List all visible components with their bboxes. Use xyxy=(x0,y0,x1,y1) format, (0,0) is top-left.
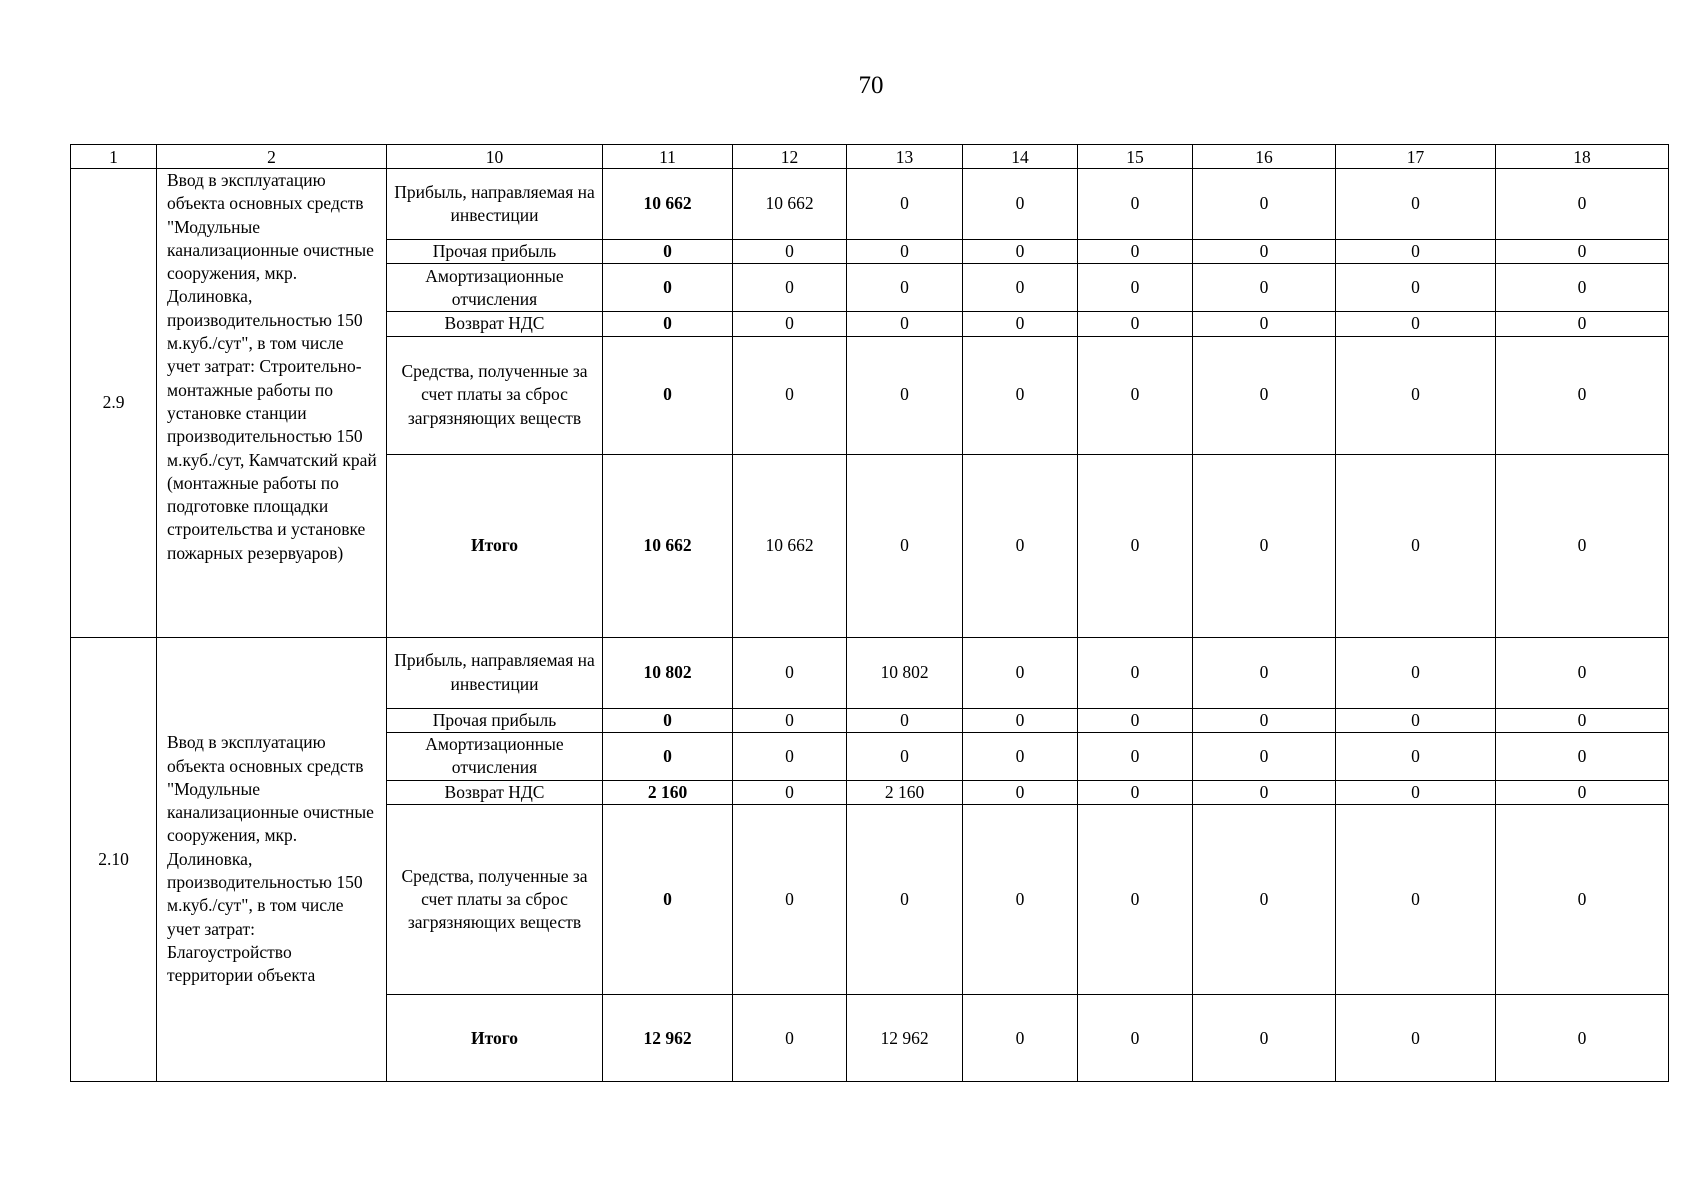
value-cell: 0 xyxy=(733,708,847,732)
value-cell: 0 xyxy=(1336,264,1496,312)
value-cell: 0 xyxy=(847,336,963,454)
value-cell: 0 xyxy=(733,264,847,312)
table-row xyxy=(71,637,1669,708)
value-cell: 0 xyxy=(1496,454,1669,637)
value-cell: 10 662 xyxy=(733,454,847,637)
value-cell: 0 xyxy=(1496,240,1669,264)
header-cell: 17 xyxy=(1336,145,1496,169)
value-cell: 0 xyxy=(1193,732,1336,780)
value-cell: 0 xyxy=(963,780,1078,804)
value-cell: 0 xyxy=(1078,264,1193,312)
total-label: Итого xyxy=(387,995,603,1082)
value-cell: 0 xyxy=(1496,780,1669,804)
value-cell: 0 xyxy=(1496,732,1669,780)
value-cell: 0 xyxy=(1078,805,1193,995)
value-cell: 0 xyxy=(1336,995,1496,1082)
value-cell: 0 xyxy=(733,240,847,264)
value-cell: 10 802 xyxy=(847,637,963,708)
item-number: 2.10 xyxy=(71,637,157,1082)
value-cell: 0 xyxy=(1193,336,1336,454)
value-cell: 0 xyxy=(1193,264,1336,312)
value-cell: 0 xyxy=(1496,805,1669,995)
value-cell: 0 xyxy=(847,169,963,240)
header-cell: 18 xyxy=(1496,145,1669,169)
header-cell: 1 xyxy=(71,145,157,169)
value-cell: 12 962 xyxy=(847,995,963,1082)
value-cell: 0 xyxy=(603,732,733,780)
value-cell: 0 xyxy=(1078,732,1193,780)
funding-source: Прибыль, направляемая на инвестиции xyxy=(387,637,603,708)
value-cell: 0 xyxy=(1496,336,1669,454)
funding-source: Возврат НДС xyxy=(387,780,603,804)
funding-source: Амортизационные отчисления xyxy=(387,732,603,780)
value-cell: 0 xyxy=(1336,169,1496,240)
value-cell: 0 xyxy=(963,805,1078,995)
value-cell: 0 xyxy=(733,312,847,336)
value-cell: 0 xyxy=(847,732,963,780)
investment-table xyxy=(70,144,1669,1082)
value-cell: 0 xyxy=(1193,780,1336,804)
value-cell: 0 xyxy=(963,637,1078,708)
funding-source: Прибыль, направляемая на инвестиции xyxy=(387,169,603,240)
value-cell: 0 xyxy=(1336,240,1496,264)
value-cell: 0 xyxy=(1336,336,1496,454)
header-cell: 14 xyxy=(963,145,1078,169)
value-cell: 0 xyxy=(603,264,733,312)
value-cell: 0 xyxy=(847,264,963,312)
value-cell: 0 xyxy=(1496,264,1669,312)
value-cell: 0 xyxy=(1193,637,1336,708)
value-cell: 0 xyxy=(603,240,733,264)
funding-source: Возврат НДС xyxy=(387,312,603,336)
value-cell: 0 xyxy=(733,637,847,708)
value-cell: 0 xyxy=(963,312,1078,336)
value-cell: 0 xyxy=(1336,454,1496,637)
item-description: Ввод в эксплуатацию объекта основных средств "Модульные канализационные очистные сооружения, мкр. Долиновка, производительностью 150 м.куб./сут", в том числе учет затрат: Благоустройство территории объекта xyxy=(157,637,387,1082)
header-cell: 13 xyxy=(847,145,963,169)
value-cell: 0 xyxy=(1193,454,1336,637)
funding-source: Средства, полученные за счет платы за сброс загрязняющих веществ xyxy=(387,336,603,454)
value-cell: 0 xyxy=(733,995,847,1082)
value-cell: 0 xyxy=(733,805,847,995)
value-cell: 0 xyxy=(603,708,733,732)
value-cell: 0 xyxy=(963,708,1078,732)
value-cell: 0 xyxy=(733,336,847,454)
value-cell: 0 xyxy=(1496,708,1669,732)
value-cell: 10 662 xyxy=(603,169,733,240)
value-cell: 0 xyxy=(847,454,963,637)
value-cell: 0 xyxy=(1078,995,1193,1082)
total-label: Итого xyxy=(387,454,603,637)
table-row xyxy=(71,169,1669,240)
value-cell: 0 xyxy=(847,805,963,995)
value-cell: 0 xyxy=(1078,780,1193,804)
value-cell: 0 xyxy=(603,336,733,454)
value-cell: 0 xyxy=(1078,336,1193,454)
value-cell: 0 xyxy=(1336,780,1496,804)
header-cell: 16 xyxy=(1193,145,1336,169)
value-cell: 0 xyxy=(1193,169,1336,240)
header-row xyxy=(71,145,1669,169)
value-cell: 0 xyxy=(1496,637,1669,708)
value-cell: 0 xyxy=(603,312,733,336)
value-cell: 0 xyxy=(1193,708,1336,732)
value-cell: 0 xyxy=(963,169,1078,240)
value-cell: 0 xyxy=(733,732,847,780)
value-cell: 12 962 xyxy=(603,995,733,1082)
value-cell: 0 xyxy=(963,732,1078,780)
value-cell: 0 xyxy=(1336,708,1496,732)
value-cell: 0 xyxy=(1193,312,1336,336)
page-number: 70 xyxy=(858,72,884,99)
value-cell: 0 xyxy=(603,805,733,995)
value-cell: 0 xyxy=(1496,312,1669,336)
item-number: 2.9 xyxy=(71,169,157,638)
value-cell: 10 662 xyxy=(603,454,733,637)
value-cell: 0 xyxy=(1336,312,1496,336)
funding-source: Средства, полученные за счет платы за сброс загрязняющих веществ xyxy=(387,805,603,995)
header-cell: 2 xyxy=(157,145,387,169)
value-cell: 2 160 xyxy=(847,780,963,804)
value-cell: 0 xyxy=(1336,637,1496,708)
value-cell: 0 xyxy=(847,240,963,264)
value-cell: 0 xyxy=(733,780,847,804)
value-cell: 0 xyxy=(963,454,1078,637)
value-cell: 0 xyxy=(963,336,1078,454)
value-cell: 0 xyxy=(1193,240,1336,264)
funding-source: Амортизационные отчисления xyxy=(387,264,603,312)
value-cell: 0 xyxy=(1193,805,1336,995)
value-cell: 0 xyxy=(963,264,1078,312)
header-cell: 10 xyxy=(387,145,603,169)
header-cell: 15 xyxy=(1078,145,1193,169)
value-cell: 0 xyxy=(1336,805,1496,995)
value-cell: 0 xyxy=(963,995,1078,1082)
value-cell: 0 xyxy=(1078,637,1193,708)
item-description: Ввод в эксплуатацию объекта основных средств "Модульные канализационные очистные сооружения, мкр. Долиновка, производительностью 150 м.куб./сут", в том числе учет затрат: Строительно-монтажные работы по установке станции производительностью 150 м.куб./сут, Камчатский край (монтажные работы по подготовке площадки строительства и установке пожарных резервуаров) xyxy=(157,169,387,638)
header-cell: 12 xyxy=(733,145,847,169)
value-cell: 0 xyxy=(847,708,963,732)
value-cell: 0 xyxy=(1078,312,1193,336)
value-cell: 2 160 xyxy=(603,780,733,804)
value-cell: 0 xyxy=(1336,732,1496,780)
value-cell: 0 xyxy=(963,240,1078,264)
value-cell: 0 xyxy=(1078,708,1193,732)
value-cell: 0 xyxy=(1193,995,1336,1082)
value-cell: 0 xyxy=(1078,169,1193,240)
value-cell: 0 xyxy=(1078,240,1193,264)
value-cell: 0 xyxy=(847,312,963,336)
value-cell: 10 802 xyxy=(603,637,733,708)
funding-source: Прочая прибыль xyxy=(387,240,603,264)
value-cell: 0 xyxy=(1496,169,1669,240)
value-cell: 0 xyxy=(1496,995,1669,1082)
value-cell: 10 662 xyxy=(733,169,847,240)
value-cell: 0 xyxy=(1078,454,1193,637)
funding-source: Прочая прибыль xyxy=(387,708,603,732)
header-cell: 11 xyxy=(603,145,733,169)
